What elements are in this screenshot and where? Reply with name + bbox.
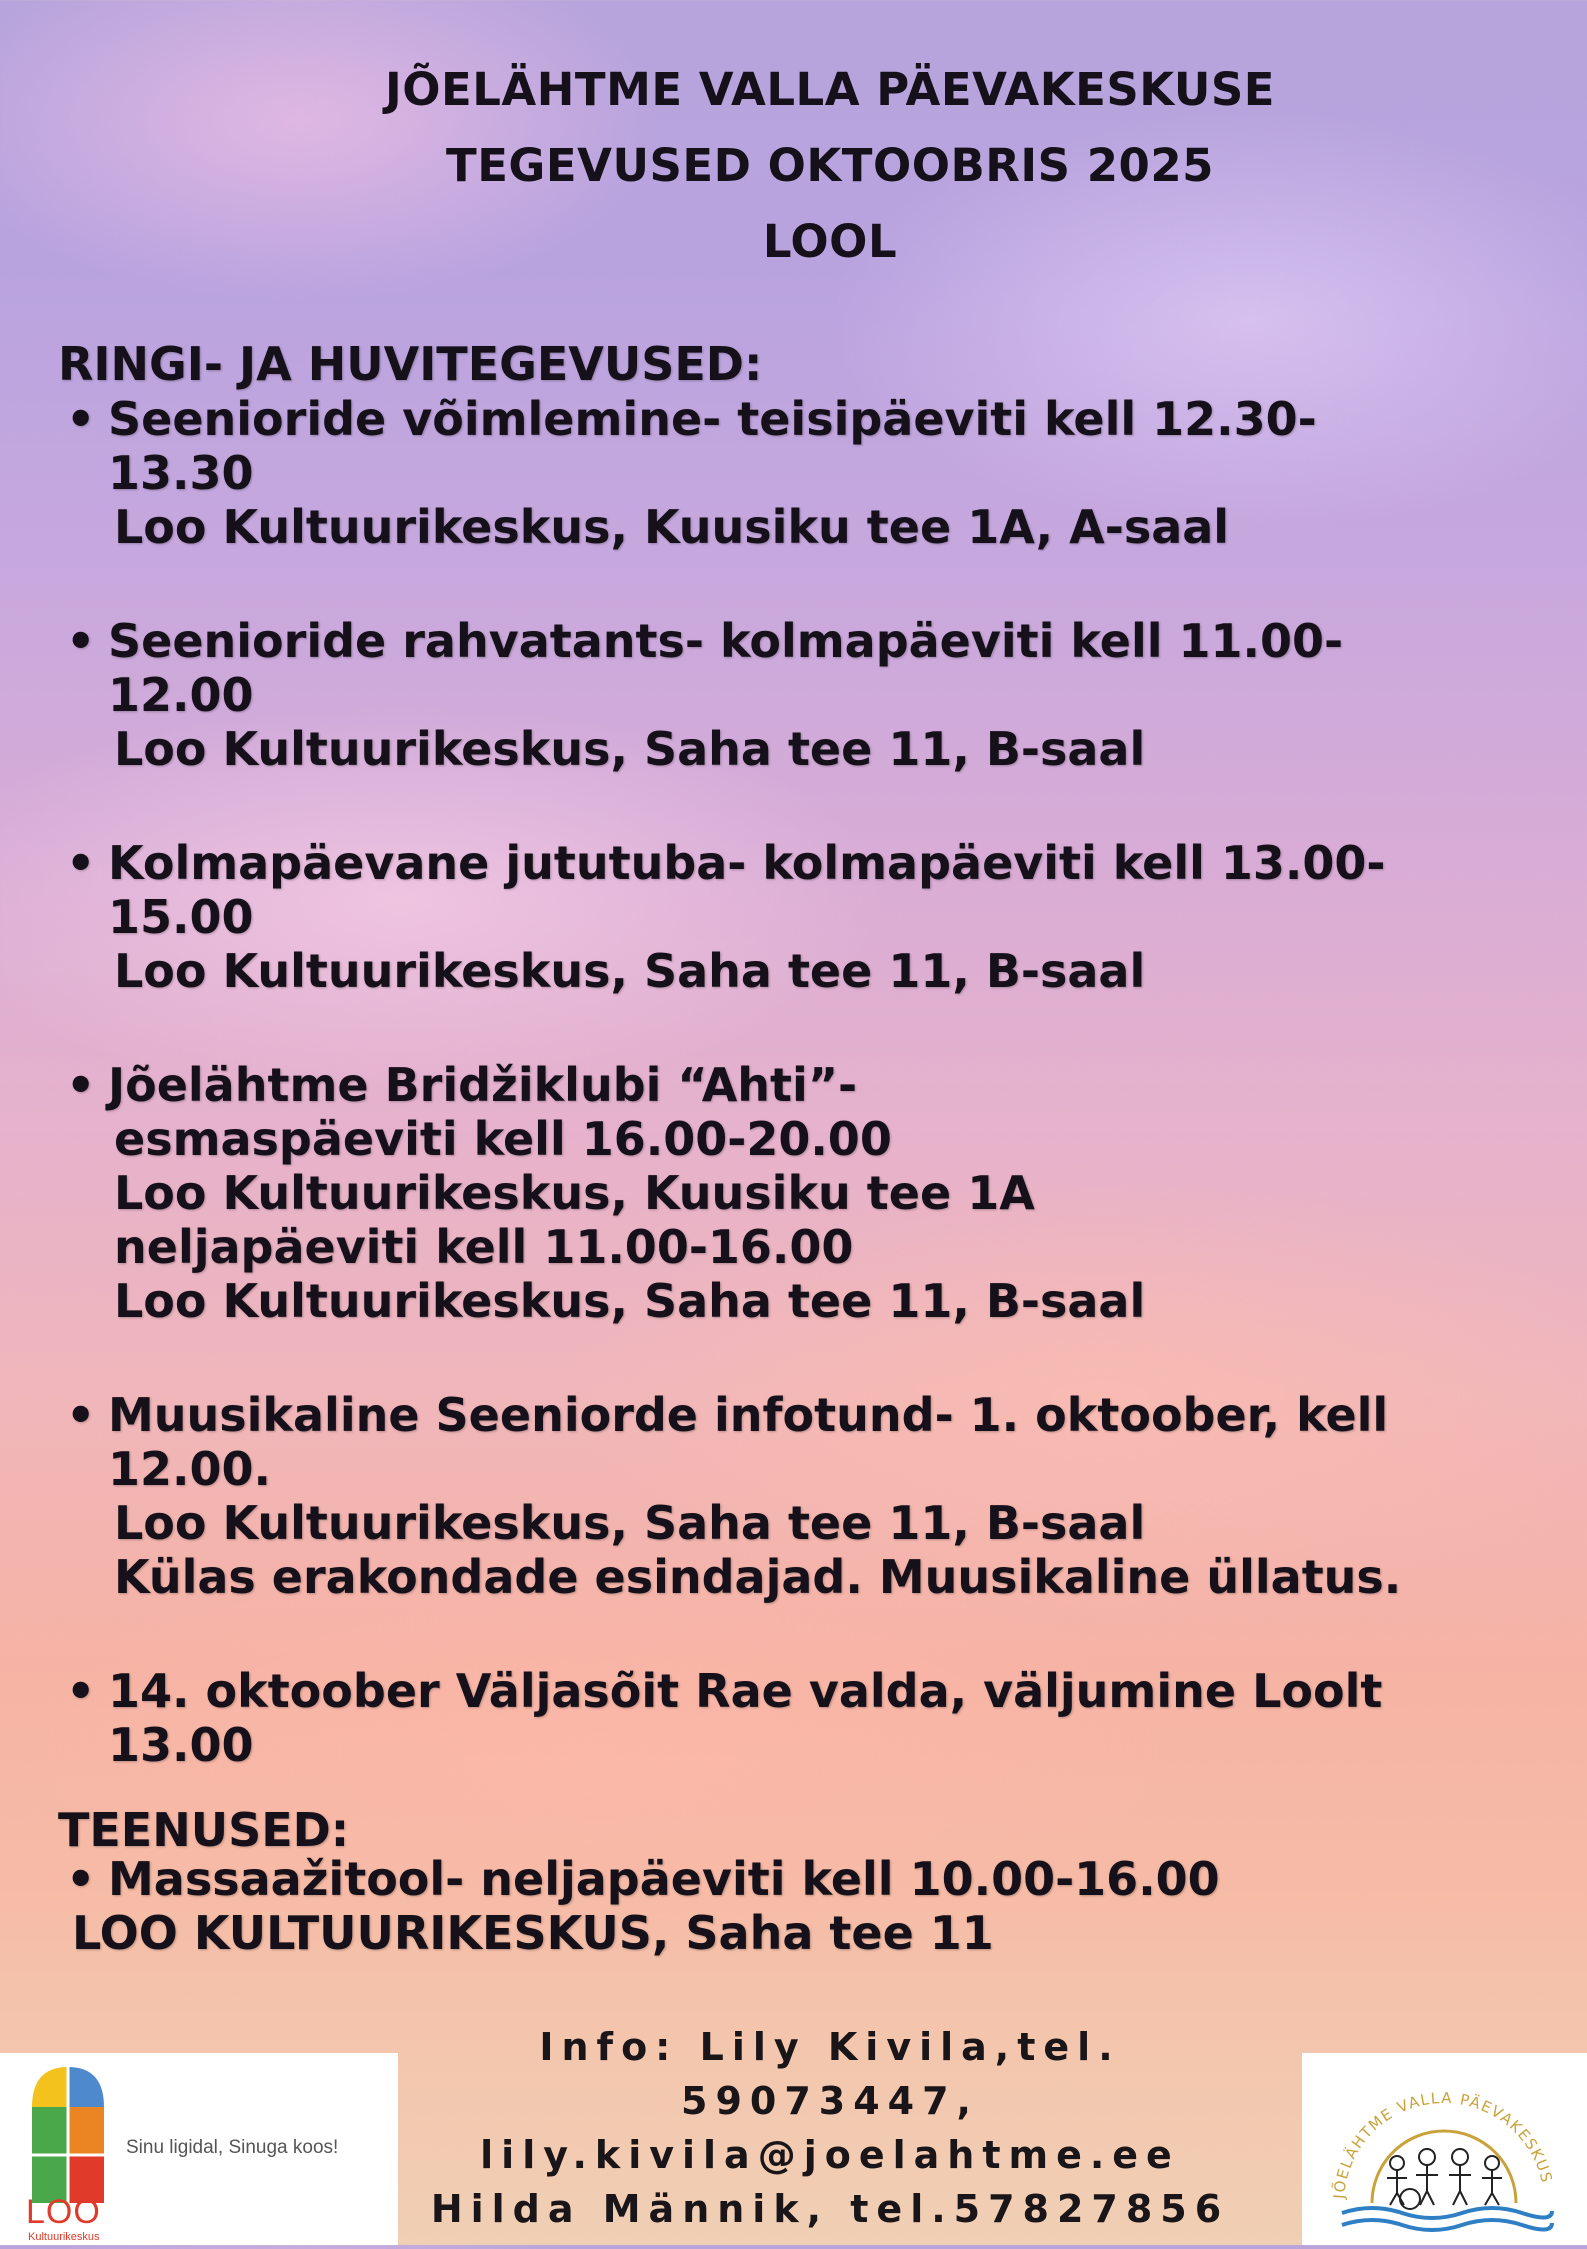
item-line: 13.00: [108, 1718, 254, 1772]
list-item-gymnastics: [66, 392, 1568, 554]
header-title-line-2: TEGEVUSED OKTOOBRIS 2025: [446, 139, 1214, 192]
bullet-icon: •: [66, 836, 96, 890]
item-line: 15.00: [108, 890, 254, 944]
item-line: Külas erakondade esindajad. Muusikaline üllatus.: [114, 1550, 1402, 1604]
item-line: esmaspäeviti kell 16.00-20.00: [114, 1112, 892, 1166]
bullet-icon: •: [66, 614, 96, 668]
item-line: neljapäeviti kell 11.00-16.00: [114, 1220, 854, 1274]
contact-line-3: Hilda Männik, tel.57827856: [430, 2187, 1230, 2231]
item-line: 12.00: [108, 668, 254, 722]
bullet-icon: •: [66, 392, 96, 446]
item-location: Loo Kultuurikeskus, Saha tee 11, B-saal: [114, 1274, 1146, 1328]
activities-section-title: RINGI- JA HUVITEGEVUSED:: [58, 337, 763, 391]
bullet-icon: •: [66, 1058, 96, 1112]
item-line: Jõelähtme Bridžiklubi “Ahti”-: [108, 1058, 858, 1112]
paevakeskus-logo-icon: [1302, 2053, 1587, 2245]
list-item-excursion: [66, 1664, 1568, 1772]
contact-email: lily.kivila@joelahtme.ee: [480, 2133, 1180, 2177]
item-location: Loo Kultuurikeskus, Saha tee 11, B-saal: [114, 1496, 1146, 1550]
item-location: Loo Kultuurikeskus, Kuusiku tee 1A: [114, 1166, 1035, 1220]
paevakeskus-logo: [1302, 2053, 1587, 2245]
bullet-icon: •: [66, 1852, 96, 1906]
item-line: 14. oktoober Väljasõit Rae valda, väljumine Loolt: [108, 1664, 1383, 1718]
contact-info: [400, 2020, 1260, 2236]
bullet-icon: •: [66, 1388, 96, 1442]
bullet-icon: •: [66, 1664, 96, 1718]
list-item-folk-dance: [66, 614, 1568, 776]
item-location: Loo Kultuurikeskus, Saha tee 11, B-saal: [114, 944, 1146, 998]
loo-logo-name: LOO: [26, 2193, 101, 2231]
services-section-title: TEENUSED:: [58, 1803, 350, 1857]
loo-logo-subtitle: Kultuurikeskus: [28, 2231, 100, 2243]
list-item-chat-room: [66, 836, 1568, 998]
item-line: Seenioride rahvatants- kolmapäeviti kell 11.00-: [108, 614, 1344, 668]
loo-slogan: Sinu ligidal, Sinuga koos!: [126, 2137, 339, 2158]
loo-logo-icon: [28, 2063, 108, 2211]
contact-line-1: Info: Lily Kivila,tel. 59073447,: [539, 2025, 1121, 2123]
item-location: Loo Kultuurikeskus, Saha tee 11, B-saal: [114, 722, 1146, 776]
services-list: [66, 1852, 1568, 1960]
service-item: Massaažitool- neljapäeviti kell 10.00-16.00: [108, 1852, 1220, 1906]
loo-kultuurikeskus-logo: [0, 2053, 398, 2245]
header-title-line-1: JÕELÄHTME VALLA PÄEVAKESKUSE: [384, 63, 1276, 116]
item-location: Loo Kultuurikeskus, Kuusiku tee 1A, A-saal: [114, 500, 1230, 554]
list-item-info-hour: [66, 1388, 1568, 1604]
item-line: Seenioride võimlemine- teisipäeviti kell 12.30-: [108, 392, 1317, 446]
service-location: LOO KULTUURIKESKUS, Saha tee 11: [72, 1906, 994, 1960]
item-line: 13.30: [108, 446, 254, 500]
item-line: Kolmapäevane jututuba- kolmapäeviti kell 13.00-: [108, 836, 1386, 890]
svg-text:JÕELÄHTME VALLA PÄEVAKESKUS: JÕELÄHTME VALLA PÄEVAKESKUS: [1330, 2088, 1556, 2200]
page-header: [0, 52, 1587, 280]
list-item-bridge-club: [66, 1058, 1568, 1328]
item-line: 12.00.: [108, 1442, 271, 1496]
header-title-line-3: LOOL: [762, 215, 898, 268]
item-line: Muusikaline Seeniorde infotund- 1. oktoober, kell: [108, 1388, 1389, 1442]
